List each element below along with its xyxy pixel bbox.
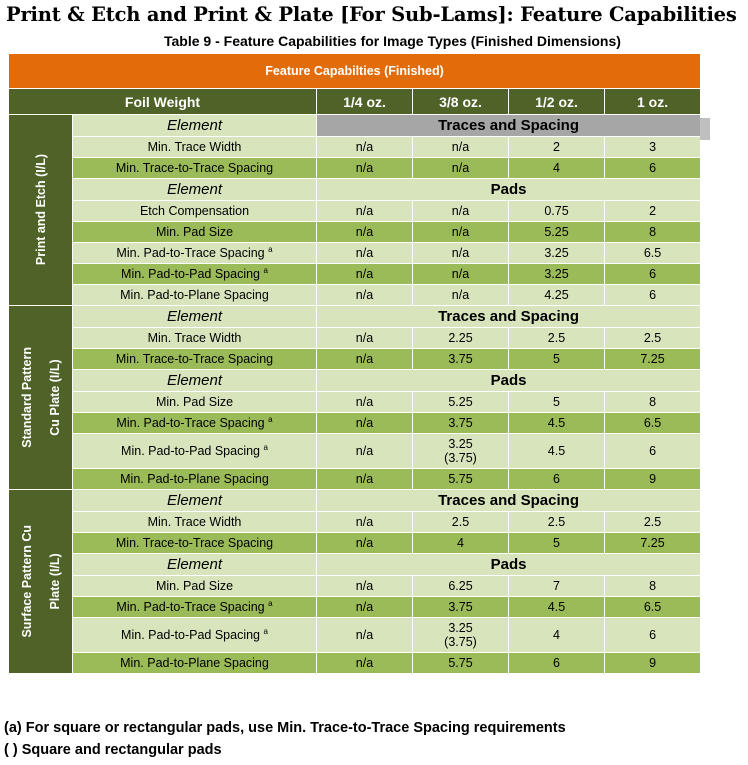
cell-value: 2.5 (643, 515, 662, 529)
cell-value: 6.5 (643, 600, 662, 614)
cell-value: 3.25 (544, 267, 569, 281)
table-cell (509, 469, 605, 490)
table-cell (509, 285, 605, 306)
table-row (9, 328, 701, 349)
cell-value: n/a (355, 204, 374, 218)
row-label (73, 512, 317, 533)
cell-value: 6 (553, 656, 560, 670)
table-cell (509, 349, 605, 370)
cell-value: 4 (553, 628, 560, 642)
table-cell (317, 201, 413, 222)
group-side-label (9, 490, 73, 674)
cell-value: 4.5 (547, 444, 566, 458)
row-label (73, 392, 317, 413)
element-label: Element (73, 490, 317, 512)
group-side-label-text: Surface Pattern Cu Plate (I/L) (19, 525, 62, 638)
cell-value: n/a (355, 416, 374, 430)
table-cell (413, 434, 509, 469)
table-cell (605, 243, 701, 264)
table-cell (413, 264, 509, 285)
table-cell (605, 597, 701, 618)
element-label: Element (73, 370, 317, 392)
cell-value: 6 (649, 288, 657, 302)
cell-value: 3.75 (448, 600, 473, 614)
row-label (73, 137, 317, 158)
row-label-text: Min. Pad-to-Pad Spacing (121, 444, 261, 458)
row-label (73, 576, 317, 597)
footnote-parentheses: ( ) Square and rectangular pads (4, 742, 222, 758)
cell-value: 6.5 (643, 246, 662, 260)
row-label (73, 533, 317, 554)
cell-value: n/a (355, 656, 374, 670)
cell-value: n/a (355, 352, 374, 366)
table-cell (605, 392, 701, 413)
section-heading: Pads (317, 554, 701, 576)
cell-value: 5.25 (448, 395, 473, 409)
table-cell (317, 392, 413, 413)
cell-value: n/a (451, 140, 470, 154)
row-label-text: Min. Pad-to-Plane Spacing (120, 288, 269, 302)
cell-value: 6 (649, 267, 657, 281)
column-header: 1/4 oz. (317, 89, 413, 115)
table-row (9, 512, 701, 533)
cell-value: n/a (355, 267, 374, 281)
cell-value: n/a (355, 225, 374, 239)
cell-value: 5.75 (448, 472, 473, 486)
cell-value: n/a (451, 288, 470, 302)
cell-value: n/a (355, 140, 374, 154)
cell-alt-value: (3.75) (444, 635, 477, 649)
row-label-text: Min. Trace Width (147, 331, 242, 345)
cell-value: 4 (553, 161, 560, 175)
table-cell (413, 469, 509, 490)
section-heading-row (9, 490, 701, 512)
cell-value: n/a (355, 536, 374, 550)
table-cell (605, 533, 701, 554)
cell-value: 0.75 (544, 204, 569, 218)
table-cell (317, 434, 413, 469)
cell-value: 3.25 (448, 621, 473, 635)
row-label-text: Min. Trace-to-Trace Spacing (115, 352, 274, 366)
cell-value: 3.25 (448, 437, 473, 451)
table-row (9, 264, 701, 285)
element-label: Element (73, 179, 317, 201)
table-cell (413, 243, 509, 264)
table-cell (413, 533, 509, 554)
cell-value: n/a (451, 161, 470, 175)
table-main-header: Feature Capabilties (Finished) (9, 54, 701, 89)
row-label-text: Min. Pad-to-Plane Spacing (120, 472, 269, 486)
table-row (9, 201, 701, 222)
table-cell (317, 618, 413, 653)
table-cell (509, 264, 605, 285)
row-label-text: Min. Pad-to-Trace Spacing (116, 600, 265, 614)
cell-alt-value: (3.75) (444, 451, 477, 465)
section-heading: Traces and Spacing (317, 306, 701, 328)
cell-value: n/a (355, 472, 374, 486)
section-heading-row (9, 554, 701, 576)
table-row (9, 413, 701, 434)
table-cell (605, 285, 701, 306)
cell-value: 4.25 (544, 288, 569, 302)
cell-value: 5 (553, 395, 560, 409)
footnote-marker: a (263, 442, 268, 452)
table-cell (317, 349, 413, 370)
table-cell (317, 158, 413, 179)
cell-value: n/a (355, 579, 374, 593)
table-cell (509, 222, 605, 243)
section-heading-row (9, 306, 701, 328)
table-cell (509, 392, 605, 413)
column-header: 1/2 oz. (509, 89, 605, 115)
table-row (9, 533, 701, 554)
group-side-label (9, 115, 73, 306)
row-label-text: Min. Trace-to-Trace Spacing (115, 161, 274, 175)
cell-value: 5.25 (544, 225, 569, 239)
row-label-text: Min. Pad-to-Pad Spacing (121, 628, 261, 642)
cell-value: n/a (355, 628, 374, 642)
row-label-text: Min. Trace Width (147, 140, 242, 154)
cell-value: 3 (649, 140, 657, 154)
cell-value: 2.5 (451, 515, 470, 529)
cell-value: 7.25 (640, 536, 665, 550)
cell-value: n/a (355, 600, 374, 614)
group-side-label-wrap (9, 154, 72, 265)
cell-value: 6 (649, 444, 657, 458)
cell-value: 5 (553, 352, 560, 366)
table-row (9, 243, 701, 264)
row-label-text: Min. Pad-to-Pad Spacing (121, 267, 261, 281)
group-side-label-wrap (9, 347, 72, 448)
table-cell (509, 597, 605, 618)
row-label-text: Min. Trace-to-Trace Spacing (115, 536, 274, 550)
table-cell (509, 533, 605, 554)
cell-value: 3.75 (448, 352, 473, 366)
table-cell (317, 264, 413, 285)
table-cell (413, 158, 509, 179)
cell-value: 6 (649, 628, 657, 642)
table-row (9, 597, 701, 618)
row-label-text: Min. Pad Size (155, 225, 234, 239)
row-label-text: Etch Compensation (139, 204, 250, 218)
row-label (73, 201, 317, 222)
group-side-label-text: Standard Pattern Cu Plate (I/L) (19, 347, 62, 448)
table-cell (413, 618, 509, 653)
table-row (9, 576, 701, 597)
cell-value: 9 (649, 472, 657, 486)
table-cell (317, 328, 413, 349)
column-header: Foil Weight (9, 89, 317, 115)
group-side-label (9, 306, 73, 490)
cell-value: 7 (553, 579, 560, 593)
footnote-marker: a (268, 414, 273, 424)
table-cell (413, 328, 509, 349)
row-label (73, 285, 317, 306)
feature-capabilities-table (8, 53, 701, 674)
table-cell (509, 413, 605, 434)
table-cell (317, 533, 413, 554)
table-body (9, 54, 701, 674)
table-row (9, 285, 701, 306)
table-row (9, 137, 701, 158)
header-overflow-bar (700, 118, 710, 140)
row-label (73, 413, 317, 434)
cell-value: 2.5 (643, 331, 662, 345)
table-row (9, 618, 701, 653)
row-label (73, 328, 317, 349)
row-label (73, 264, 317, 285)
row-label (73, 158, 317, 179)
cell-value: 6.25 (448, 579, 473, 593)
table-cell (413, 512, 509, 533)
table-cell (317, 243, 413, 264)
row-label-text: Min. Pad-to-Plane Spacing (120, 656, 269, 670)
table-cell (605, 201, 701, 222)
row-label-text: Min. Pad-to-Trace Spacing (116, 246, 265, 260)
cell-value: n/a (355, 444, 374, 458)
cell-value: n/a (451, 225, 470, 239)
table-cell (509, 243, 605, 264)
table-row (9, 349, 701, 370)
cell-value: 8 (649, 579, 657, 593)
cell-value: 4 (457, 536, 464, 550)
column-header: 1 oz. (605, 89, 701, 115)
table-cell (413, 576, 509, 597)
table-cell (509, 512, 605, 533)
table-cell (605, 576, 701, 597)
table-cell (413, 201, 509, 222)
table-cell (509, 201, 605, 222)
group-side-label-wrap (9, 525, 72, 638)
table-cell (413, 285, 509, 306)
cell-value: 7.25 (640, 352, 665, 366)
element-label: Element (73, 554, 317, 576)
table-cell (509, 434, 605, 469)
table-cell (605, 222, 701, 243)
cell-value: 2.25 (448, 331, 473, 345)
table-row (9, 469, 701, 490)
section-heading-row (9, 370, 701, 392)
column-header: 3/8 oz. (413, 89, 509, 115)
table-cell (317, 222, 413, 243)
cell-value: 2 (553, 140, 560, 154)
cell-value: 2.5 (547, 331, 566, 345)
table-row (9, 222, 701, 243)
table-cell (317, 576, 413, 597)
section-heading: Traces and Spacing (317, 490, 701, 512)
cell-value: 8 (649, 395, 657, 409)
table-cell (509, 576, 605, 597)
row-label-text: Min. Pad-to-Trace Spacing (116, 416, 265, 430)
footnote-marker: a (263, 626, 268, 636)
table-cell (605, 413, 701, 434)
footnote-marker: a (268, 598, 273, 608)
table-cell (317, 285, 413, 306)
table-cell (605, 653, 701, 674)
row-label (73, 434, 317, 469)
table-cell (605, 328, 701, 349)
table-cell (317, 597, 413, 618)
row-label (73, 349, 317, 370)
cell-value: 6.5 (643, 416, 662, 430)
row-label (73, 597, 317, 618)
section-heading-row (9, 179, 701, 201)
cell-value: n/a (451, 267, 470, 281)
cell-value: 3.75 (448, 416, 473, 430)
cell-value: 6 (553, 472, 560, 486)
table-cell (413, 137, 509, 158)
table-cell (605, 349, 701, 370)
table-cell (509, 328, 605, 349)
element-label: Element (73, 306, 317, 328)
table-cell (605, 434, 701, 469)
table-cell (413, 222, 509, 243)
cell-value: n/a (355, 246, 374, 260)
row-label (73, 653, 317, 674)
table-cell (605, 512, 701, 533)
cell-value: 6 (649, 161, 657, 175)
row-label-text: Min. Pad Size (155, 579, 234, 593)
section-heading-row (9, 115, 701, 137)
cell-value: 2.5 (547, 515, 566, 529)
footnote-marker: a (268, 244, 273, 254)
row-label-text: Min. Trace Width (147, 515, 242, 529)
table-cell (317, 137, 413, 158)
cell-value: n/a (355, 395, 374, 409)
table-cell (413, 349, 509, 370)
cell-value: n/a (451, 204, 470, 218)
table-caption: Table 9 - Feature Capabilities for Image Types (Finished Dimensions) (164, 33, 621, 49)
table-cell (317, 512, 413, 533)
section-heading: Pads (317, 370, 701, 392)
column-header-row (9, 89, 701, 115)
element-label: Element (73, 115, 317, 137)
table-row (9, 392, 701, 413)
row-label-text: Min. Pad Size (155, 395, 234, 409)
table-cell (605, 264, 701, 285)
table-cell (605, 158, 701, 179)
section-heading: Traces and Spacing (317, 115, 701, 137)
table-row (9, 653, 701, 674)
table-cell (317, 469, 413, 490)
table-cell (509, 137, 605, 158)
footnote-marker: a (263, 265, 268, 275)
cell-value: 5.75 (448, 656, 473, 670)
cell-value: 5 (553, 536, 560, 550)
table-row (9, 158, 701, 179)
row-label (73, 469, 317, 490)
table-cell (509, 158, 605, 179)
footnote-a: (a) For square or rectangular pads, use Min. Trace-to-Trace Spacing requirements (4, 720, 566, 736)
page-title: Print & Etch and Print & Plate [For Sub-Lams]: Feature Capabilities (6, 3, 737, 26)
table-cell (413, 597, 509, 618)
cell-value: 4.5 (547, 600, 566, 614)
cell-value: 9 (649, 656, 657, 670)
table-cell (509, 618, 605, 653)
group-side-label-text: Print and Etch (I/L) (33, 154, 48, 266)
table-cell (413, 392, 509, 413)
cell-value: n/a (451, 246, 470, 260)
row-label (73, 618, 317, 653)
cell-value: n/a (355, 515, 374, 529)
cell-value: n/a (355, 161, 374, 175)
table-cell (317, 653, 413, 674)
table-row (9, 434, 701, 469)
table-cell (605, 469, 701, 490)
cell-value: 3.25 (544, 246, 569, 260)
table-cell (413, 653, 509, 674)
cell-value: 8 (649, 225, 657, 239)
table-cell (605, 618, 701, 653)
cell-value: n/a (355, 288, 374, 302)
cell-value: 2 (649, 204, 657, 218)
cell-value: n/a (355, 331, 374, 345)
row-label (73, 222, 317, 243)
table-cell (317, 413, 413, 434)
table-cell (413, 413, 509, 434)
table-cell (605, 137, 701, 158)
cell-value: 4.5 (547, 416, 566, 430)
section-heading: Pads (317, 179, 701, 201)
row-label (73, 243, 317, 264)
table-cell (509, 653, 605, 674)
